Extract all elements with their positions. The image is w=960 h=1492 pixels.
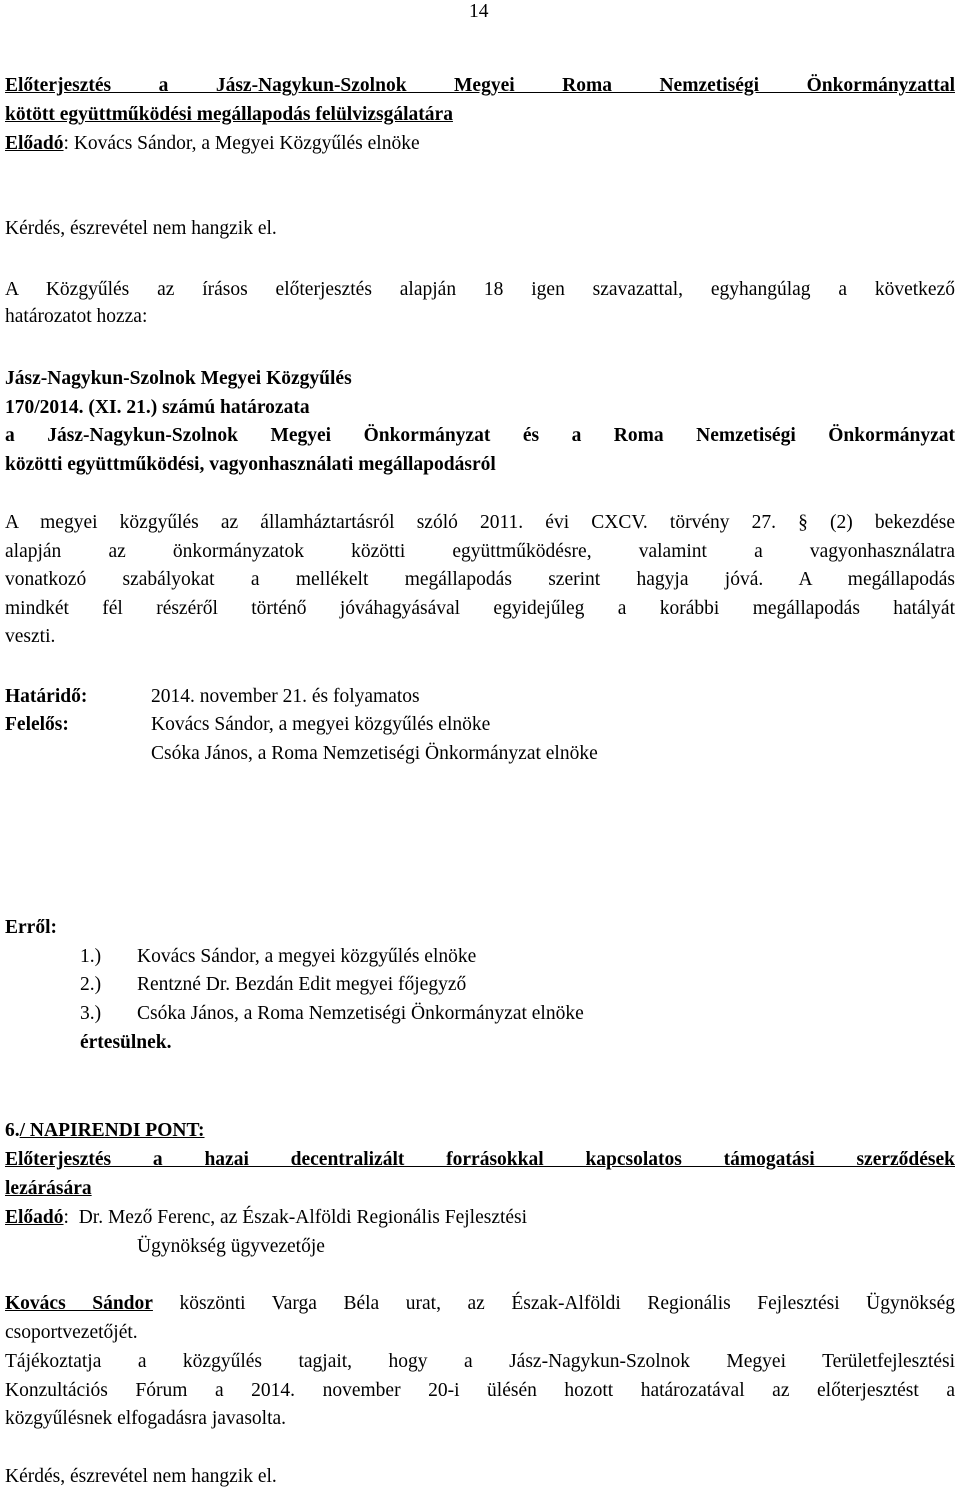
resolution-number: 170/2014. (XI. 21.) számú határozata xyxy=(5,397,310,418)
no-questions-note-1: Kérdés, észrevétel nem hangzik el. xyxy=(5,218,277,239)
presenter-label: Előadó xyxy=(5,133,64,154)
speech-line-3: Tájékoztatja a közgyűlés tagjait, hogy a Jász-Nagykun-Szolnok Megyei Területfejlesztési xyxy=(5,1351,955,1372)
body-line-5: veszti. xyxy=(5,626,56,647)
notify-item-num: 1.) xyxy=(80,946,102,967)
responsible-value-2: Csóka János, a Roma Nemzetiségi Önkormányzat elnöke xyxy=(151,743,598,764)
deadline-label: Határidő: xyxy=(5,686,88,707)
agenda-6-title-line-2: lezárására xyxy=(5,1178,92,1199)
vote-line-1: A Közgyűlés az írásos előterjesztés alapján 18 igen szavazattal, egyhangúlag a következő xyxy=(5,279,955,300)
notify-item-num: 3.) xyxy=(80,1003,102,1024)
page-number: 14 xyxy=(469,1,489,22)
body-line-1: A megyei közgyűlés az államháztartásról szóló 2011. évi CXCV. törvény 27. § (2) bekezdése xyxy=(5,512,955,533)
presenter-line xyxy=(5,130,420,158)
notify-item-text: Rentzné Dr. Bezdán Edit megyei főjegyző xyxy=(137,974,467,995)
agenda-6-presenter-line xyxy=(5,1204,527,1232)
speech-line-4: Konzultációs Fórum a 2014. november 20-i ülésén hozott határozatával az előterjesztést a xyxy=(5,1380,955,1401)
agenda-6-title-line-1: Előterjesztés a hazai decentralizált forrásokkal kapcsolatos támogatási szerződések xyxy=(5,1149,955,1170)
notify-closing: értesülnek. xyxy=(80,1032,172,1053)
notify-item-text: Kovács Sándor, a megyei közgyűlés elnöke xyxy=(137,946,477,967)
resolution-subject-line-2: közötti együttműködési, vagyonhasználati megállapodásról xyxy=(5,454,496,475)
agenda-6-presenter-role: Ügynökség ügyvezetője xyxy=(137,1236,325,1257)
responsible-label: Felelős: xyxy=(5,714,69,735)
notify-item-num: 2.) xyxy=(80,974,102,995)
body-line-2: alapján az önkormányzatok közötti együttműködésre, valamint a vagyonhasználatra xyxy=(5,541,955,562)
agenda-6-label: / NAPIRENDI PONT: xyxy=(19,1120,205,1141)
notify-label: Erről: xyxy=(5,917,57,938)
speech-line-2: csoportvezetőjét. xyxy=(5,1322,138,1343)
resolution-subject-line-1: a Jász-Nagykun-Szolnok Megyei Önkormányzat és a Roma Nemzetiségi Önkormányzat xyxy=(5,425,955,446)
agenda-6-presenter-text: : Dr. Mező Ferenc, az Észak-Alföldi Regionális Fejlesztési xyxy=(63,1207,528,1228)
agenda-title-line-1: Előterjesztés a Jász-Nagykun-Szolnok Megyei Roma Nemzetiségi Önkormányzattal xyxy=(5,75,955,96)
speech-line-1-text: köszönti Varga Béla urat, az Észak-Alföldi Regionális Fejlesztési Ügynökség xyxy=(152,1293,955,1314)
agenda-title-line-2: kötött együttműködési megállapodás felülvizsgálatára xyxy=(5,104,453,125)
deadline-value: 2014. november 21. és folyamatos xyxy=(151,686,420,707)
speech-line-1 xyxy=(5,1290,955,1318)
responsible-value-1: Kovács Sándor, a megyei közgyűlés elnöke xyxy=(151,714,491,735)
presenter-text: : Kovács Sándor, a Megyei Közgyűlés elnöke xyxy=(63,133,420,154)
speaker-name: Kovács Sándor xyxy=(5,1293,153,1314)
vote-line-2: határozatot hozza: xyxy=(5,306,148,327)
agenda-6-number: 6. xyxy=(5,1120,20,1141)
no-questions-note-2: Kérdés, észrevétel nem hangzik el. xyxy=(5,1466,277,1487)
agenda-6-presenter-label: Előadó xyxy=(5,1207,64,1228)
body-line-4: mindkét fél részéről történő jóváhagyásával egyidejűleg a korábbi megállapodás hatályát xyxy=(5,598,955,619)
speech-line-5: közgyűlésnek elfogadásra javasolta. xyxy=(5,1408,287,1429)
notify-item-text: Csóka János, a Roma Nemzetiségi Önkormányzat elnöke xyxy=(137,1003,584,1024)
agenda-6-heading xyxy=(5,1117,205,1145)
resolution-body-name: Jász-Nagykun-Szolnok Megyei Közgyűlés xyxy=(5,368,352,389)
body-line-3: vonatkozó szabályokat a mellékelt megállapodás szerint hagyja jóvá. A megállapodás xyxy=(5,569,955,590)
